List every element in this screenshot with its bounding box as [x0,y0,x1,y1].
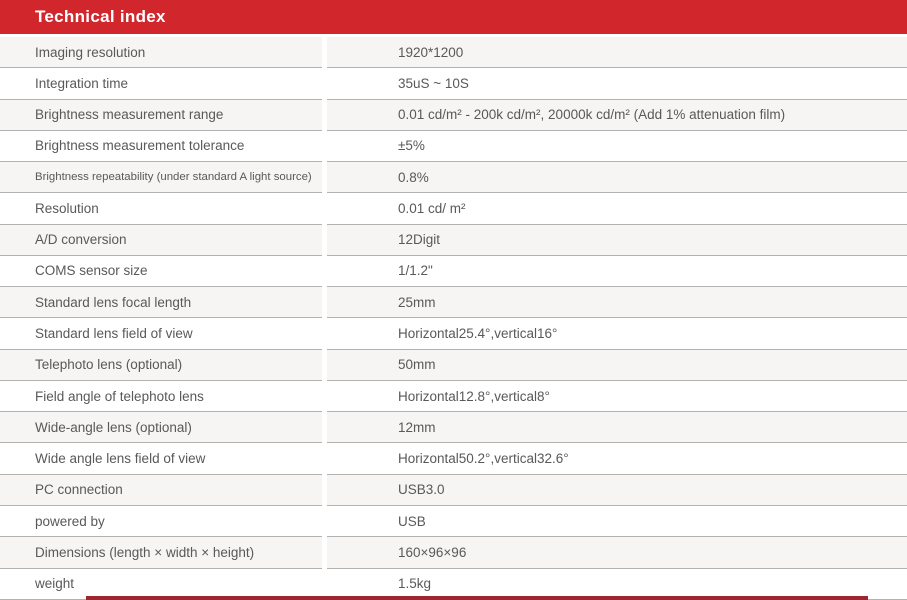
spec-row [0,443,907,474]
spec-row [0,37,907,68]
spec-label-cell: PC connection [0,475,322,506]
spec-label-cell: Wide-angle lens (optional) [0,412,322,443]
spec-label-cell: powered by [0,506,322,537]
spec-row [0,506,907,537]
spec-row [0,162,907,193]
spec-label-cell: COMS sensor size [0,256,322,287]
spec-row [0,412,907,443]
spec-label-cell: Brightness measurement range [0,100,322,131]
spec-row [0,256,907,287]
spec-label-cell: Integration time [0,68,322,99]
spec-value-cell: Horizontal25.4°,vertical16° [327,318,907,349]
spec-row [0,68,907,99]
spec-value-cell: 1/1.2" [327,256,907,287]
spec-value-cell: 12mm [327,412,907,443]
spec-row [0,537,907,568]
spec-value-cell: ±5% [327,131,907,162]
spec-row [0,131,907,162]
spec-label-cell: weight [0,569,322,600]
spec-value-cell: USB3.0 [327,475,907,506]
technical-index-header [0,0,907,34]
spec-value-cell: USB [327,506,907,537]
spec-label-cell: Imaging resolution [0,37,322,68]
spec-label-cell: Brightness measurement tolerance [0,131,322,162]
spec-value-cell: Horizontal50.2°,vertical32.6° [327,443,907,474]
spec-label-cell: Brightness repeatability (under standard A light source) [0,162,322,193]
spec-row [0,350,907,381]
spec-row [0,100,907,131]
spec-row [0,225,907,256]
page-title: Technical index [35,7,166,26]
spec-value-cell: 12Digit [327,225,907,256]
spec-row [0,475,907,506]
spec-value-cell: 0.01 cd/m² - 200k cd/m², 20000k cd/m² (Add 1% attenuation film) [327,100,907,131]
spec-value-cell: 1920*1200 [327,37,907,68]
spec-value-cell: 25mm [327,287,907,318]
spec-value-cell: 0.01 cd/ m² [327,193,907,224]
spec-label-cell: Resolution [0,193,322,224]
spec-row [0,381,907,412]
spec-label-cell: Standard lens field of view [0,318,322,349]
spec-label-cell: Standard lens focal length [0,287,322,318]
spec-value-cell: 0.8% [327,162,907,193]
spec-row [0,193,907,224]
spec-value-cell: 1.5kg [327,569,907,600]
spec-table [0,37,907,600]
spec-value-cell: 160×96×96 [327,537,907,568]
spec-row [0,287,907,318]
spec-label-cell: Field angle of telephoto lens [0,381,322,412]
spec-label-cell: A/D conversion [0,225,322,256]
spec-value-cell: Horizontal12.8°,vertical8° [327,381,907,412]
footer-red-bar [86,596,868,600]
spec-row [0,318,907,349]
spec-label-cell: Dimensions (length × width × height) [0,537,322,568]
spec-label-cell: Telephoto lens (optional) [0,350,322,381]
spec-value-cell: 50mm [327,350,907,381]
spec-label-cell: Wide angle lens field of view [0,443,322,474]
spec-value-cell: 35uS ~ 10S [327,68,907,99]
